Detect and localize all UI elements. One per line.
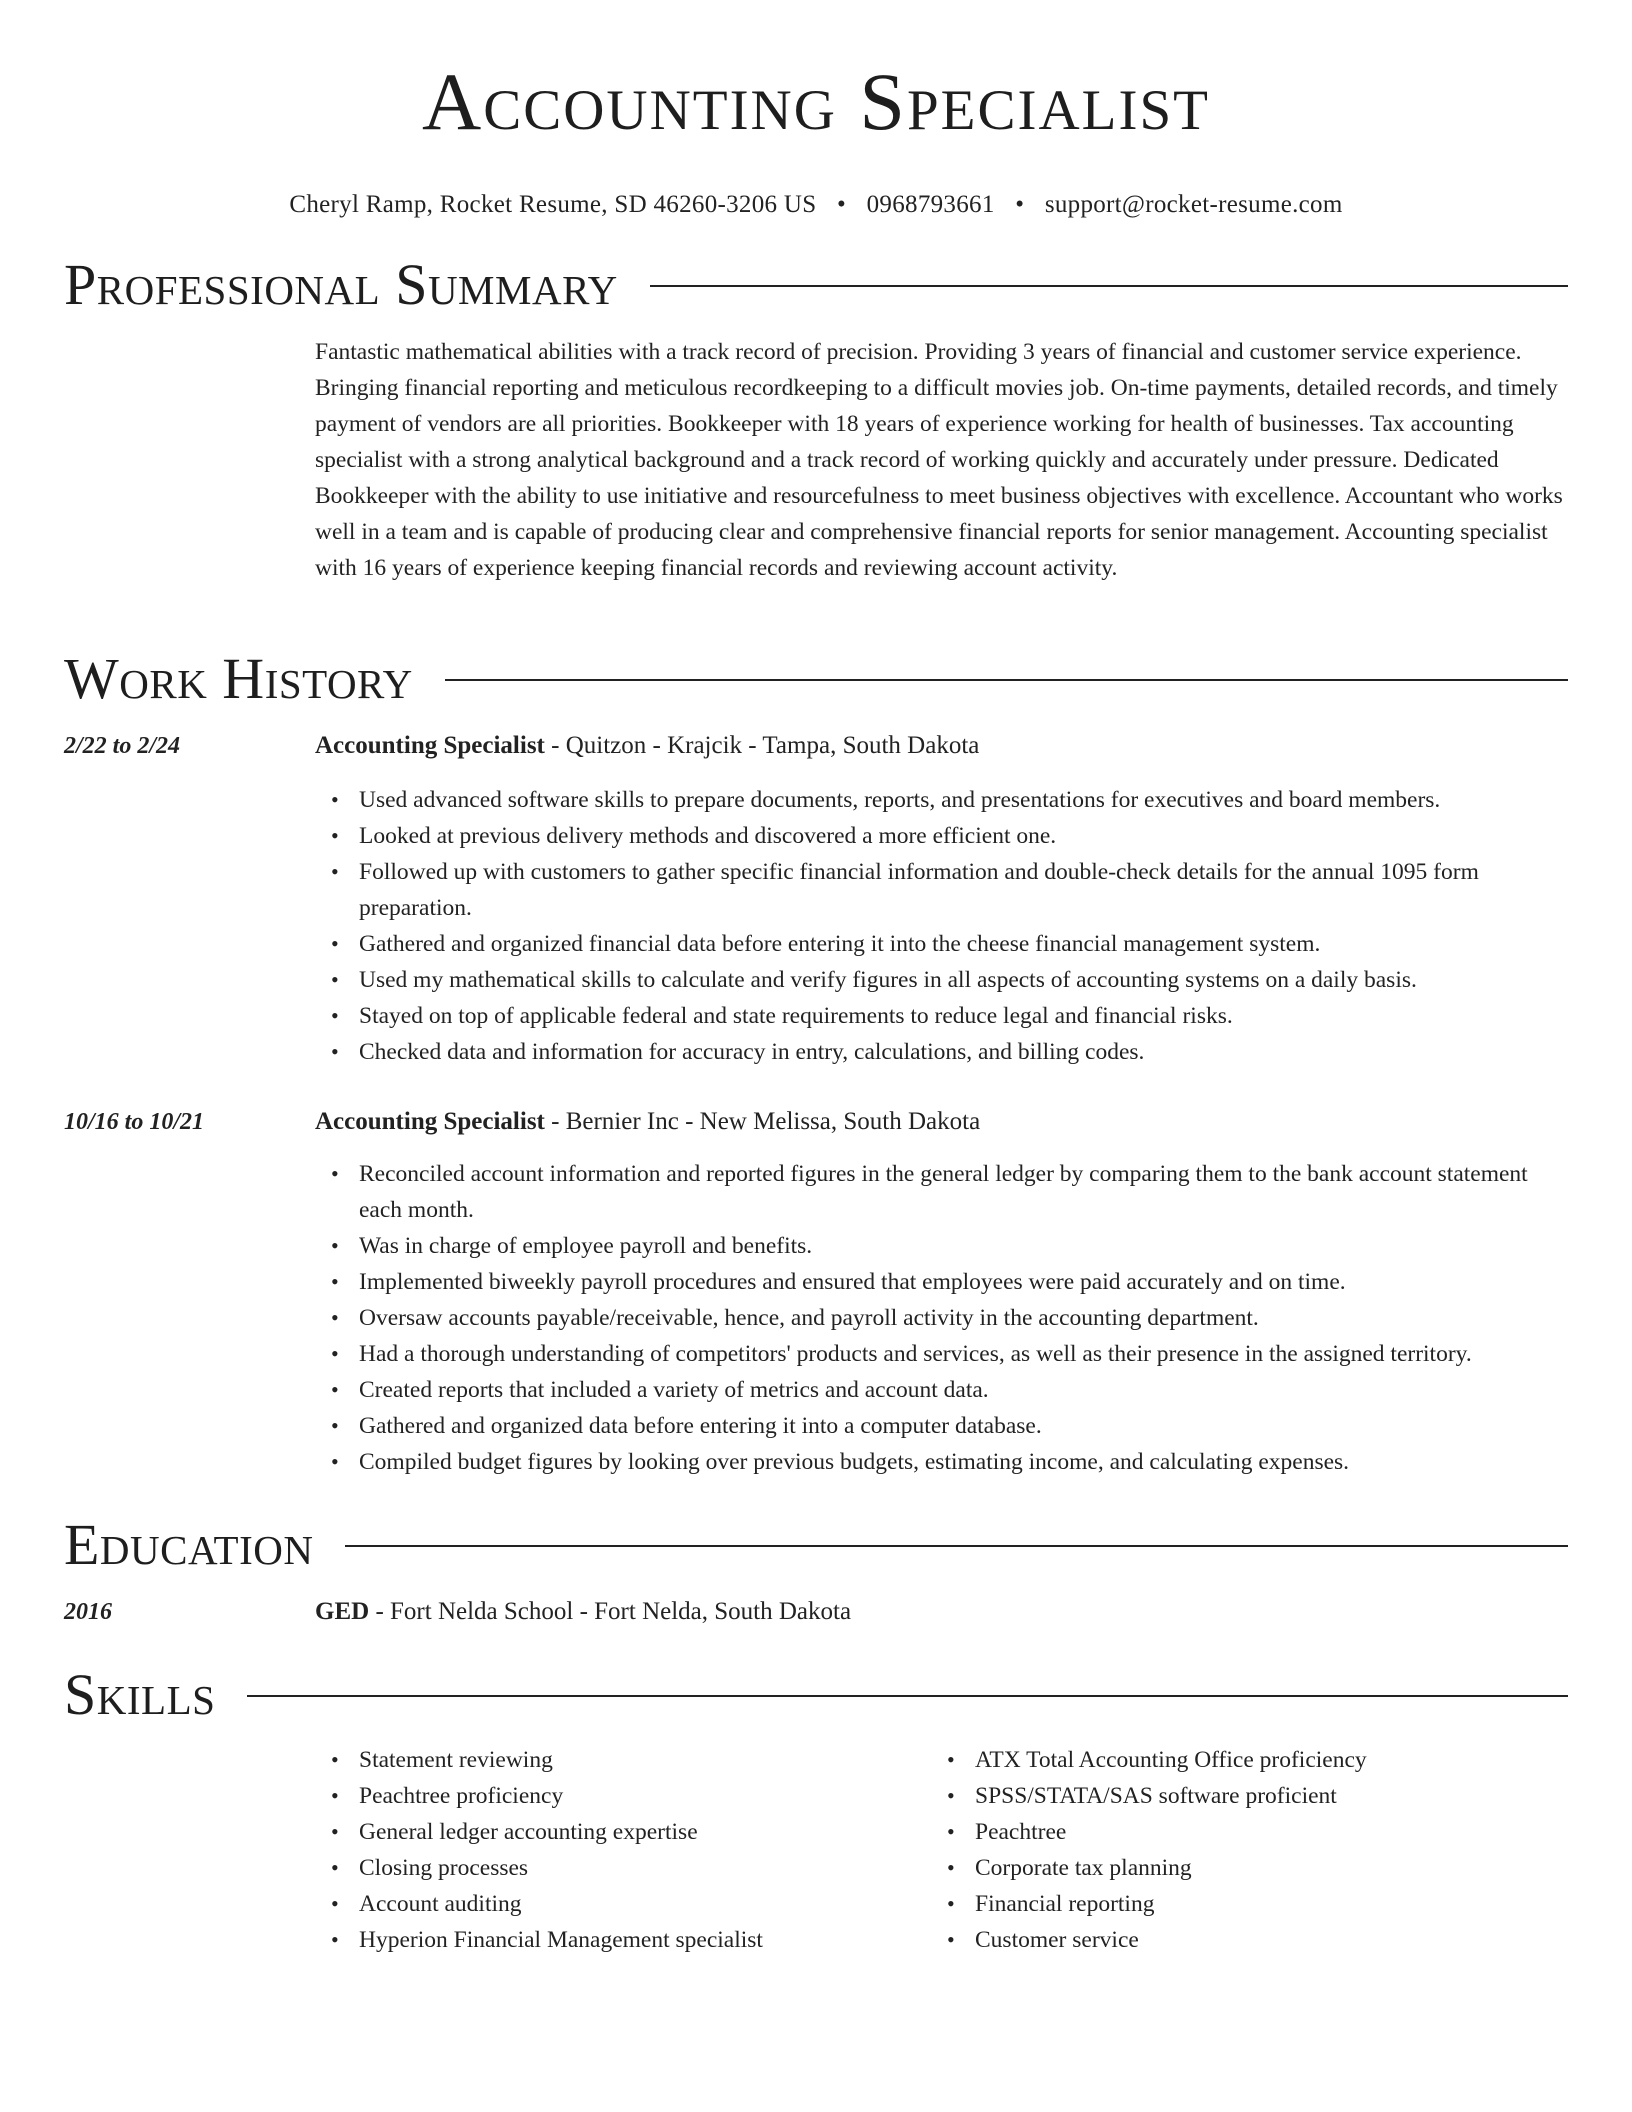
job-heading [315,1104,980,1140]
job-bullet: • Followed up with customers to gather specific financial information and double-check details for the annual 1095 form preparation. [359,854,1568,926]
skill-item: • Peachtree [975,1814,1547,1850]
job-bullet: • Gathered and organized data before entering it into a computer database. [359,1408,1568,1444]
section-divider [247,1695,1568,1697]
skill-item: • Financial reporting [975,1886,1547,1922]
education-details: - Fort Nelda School - Fort Nelda, South Dakota [369,1598,852,1625]
job-bullet: • Oversaw accounts payable/receivable, hence, and payroll activity in the accounting department. [359,1300,1568,1336]
job-bullets [315,782,1568,1070]
contact-address: Cheryl Ramp, Rocket Resume, SD 46260-3206 US [289,191,817,218]
contact-separator: • [1015,191,1025,218]
education-year: 2016 [64,1599,112,1625]
skills-list [315,1742,1568,1958]
job-bullet: • Created reports that included a variety of metrics and account data. [359,1372,1568,1408]
job-bullet: • Stayed on top of applicable federal and state requirements to reduce legal and financial risks. [359,998,1568,1034]
contact-line [64,188,1568,222]
job-bullet: • Had a thorough understanding of competitors' products and services, as well as their presence in the assigned territory. [359,1336,1568,1372]
contact-phone: 0968793661 [866,191,995,218]
skill-item: • ATX Total Accounting Office proficiency [975,1742,1547,1778]
skill-item: • Statement reviewing [359,1742,931,1778]
skills-heading: Skills [64,1662,216,1727]
job-details: - Bernier Inc - New Melissa, South Dakota [544,1108,981,1135]
education-heading-line [315,1594,851,1630]
summary-heading: Professional Summary [64,252,618,317]
job-bullet: • Used my mathematical skills to calculate and verify figures in all aspects of accounting systems on a daily basis. [359,962,1568,998]
skill-item: • Customer service [975,1922,1547,1958]
skills-column-left [315,1742,931,1958]
job-bullet: • Reconciled account information and reported figures in the general ledger by comparing them to the bank account statement each month. [359,1156,1568,1228]
education-heading: Education [64,1512,314,1577]
skill-item: • SPSS/STATA/SAS software proficient [975,1778,1547,1814]
job-bullet: • Gathered and organized financial data before entering it into the cheese financial management system. [359,926,1568,962]
education-degree: GED [315,1598,370,1625]
job-dates: 2/22 to 2/24 [64,733,181,759]
summary-text: Fantastic mathematical abilities with a track record of precision. Providing 3 years of financial and customer service experience. Bringing financial reporting and meticulous recordkeeping to a difficult movies job. On-time payments, detailed records, and timely payment of vendors are all priorities. Bookkeeper with 18 years of experience working for health of businesses. Tax accounting specialist with a strong analytical background and a track record of working quickly and accurately under pressure. Dedicated Bookkeeper with the ability to use initiative and resourcefulness to meet business objectives with excellence. Accountant who works well in a team and is capable of producing clear and comprehensive financial reports for senior management. Accounting specialist with 16 years of experience keeping financial records and reviewing account activity. [315,339,1563,581]
skills-column-right [931,1742,1547,1958]
job-bullets [315,1156,1568,1480]
job-bullet: • Implemented biweekly payroll procedures and ensured that employees were paid accurately and on time. [359,1264,1568,1300]
summary-section-header [64,250,1568,320]
work-section-header [64,644,1568,714]
work-heading: Work History [64,646,413,711]
job-bullet: • Compiled budget figures by looking over previous budgets, estimating income, and calculating expenses. [359,1444,1568,1480]
job-bullet: • Checked data and information for accuracy in entry, calculations, and billing codes. [359,1034,1568,1070]
skill-item: • Closing processes [359,1850,931,1886]
job-title: Accounting Specialist [315,1108,545,1135]
contact-separator: • [837,191,847,218]
resume-title: Accounting Specialist [422,56,1210,147]
job-title: Accounting Specialist [315,732,545,759]
section-divider [650,285,1568,287]
skills-section-header [64,1660,1568,1730]
job-details: - Quitzon - Krajcik - Tampa, South Dakota [544,732,980,759]
job-dates: 10/16 to 10/21 [64,1109,205,1135]
contact-email: support@rocket-resume.com [1044,191,1343,218]
skill-item: • Peachtree proficiency [359,1778,931,1814]
job-bullet: • Used advanced software skills to prepare documents, reports, and presentations for executives and board members. [359,782,1568,818]
skill-item: • Hyperion Financial Management specialist [359,1922,931,1958]
skill-item: • Account auditing [359,1886,931,1922]
section-divider [445,679,1568,681]
job-bullet: • Looked at previous delivery methods and discovered a more efficient one. [359,818,1568,854]
section-divider [345,1545,1568,1547]
resume-page [64,0,1568,1953]
job-bullet: • Was in charge of employee payroll and benefits. [359,1228,1568,1264]
skill-item: • General ledger accounting expertise [359,1814,931,1850]
education-section-header [64,1510,1568,1580]
job-heading [315,728,979,764]
summary-body [315,334,1568,586]
skill-item: • Corporate tax planning [975,1850,1547,1886]
